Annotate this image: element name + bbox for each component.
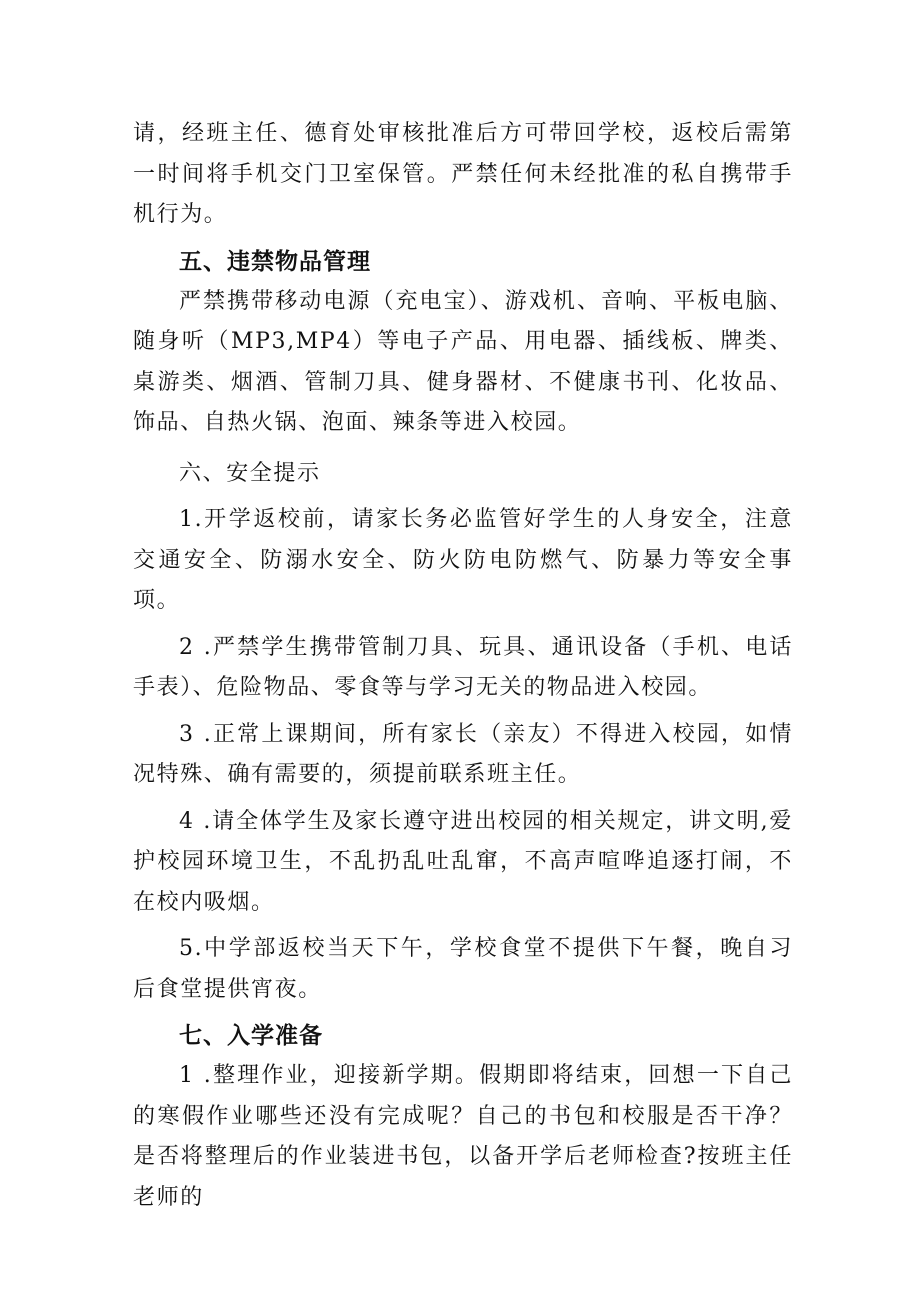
safety-item-3: 3 .正常上课期间，所有家长（亲友）不得进入校园，如情况特殊、确有需要的，须提前联系班主任。 <box>133 721 793 787</box>
section-7-paragraph: 1 .整理作业，迎接新学期。假期即将结束，回想一下自己的寒假作业哪些还没有完成呢？自己的书包和校服是否干净？是否将整理后的作业装进书包，以备开学后老师检查?按班主任老师的 <box>133 1063 793 1210</box>
safety-item-4: 4 .请全体学生及家长遵守进出校园的相关规定，讲文明,爱护校园环境卫生，不乱扔乱吐乱窜，不高声喧哗追逐打闹，不在校内吸烟。 <box>133 808 793 915</box>
continuation-paragraph: 请，经班主任、德育处审核批准后方可带回学校，返校后需第一时间将手机交门卫室保管。严禁任何未经批准的私自携带手机行为。 <box>133 121 793 227</box>
section-5-heading: 五、违禁物品管理 <box>179 248 371 275</box>
section-6-heading: 六、安全提示 <box>179 460 321 486</box>
safety-item-2: 2 .严禁学生携带管制刀具、玩具、通讯设备（手机、电话手表）、危险物品、零食等与学习无关的物品进入校园。 <box>133 634 793 700</box>
section-5-paragraph: 严禁携带移动电源（充电宝）、游戏机、音响、平板电脑、随身听（MP3,MP4）等电子产品、用电器、插线板、牌类、桌游类、烟酒、管制刀具、健身器材、不健康书刊、化妆品、饰品、自热火锅、泡面、辣条等进入校园。 <box>133 288 793 435</box>
section-7-heading: 七、入学准备 <box>179 1023 323 1049</box>
safety-item-5: 5.中学部返校当天下午，学校食堂不提供下午餐，晚自习后食堂提供宵夜。 <box>133 936 793 1002</box>
document-body <box>133 114 793 1218</box>
safety-item-1: 1.开学返校前，请家长务必监管好学生的人身安全，注意交通安全、防溺水安全、防火防电防燃气、防暴力等安全事项。 <box>133 507 793 613</box>
